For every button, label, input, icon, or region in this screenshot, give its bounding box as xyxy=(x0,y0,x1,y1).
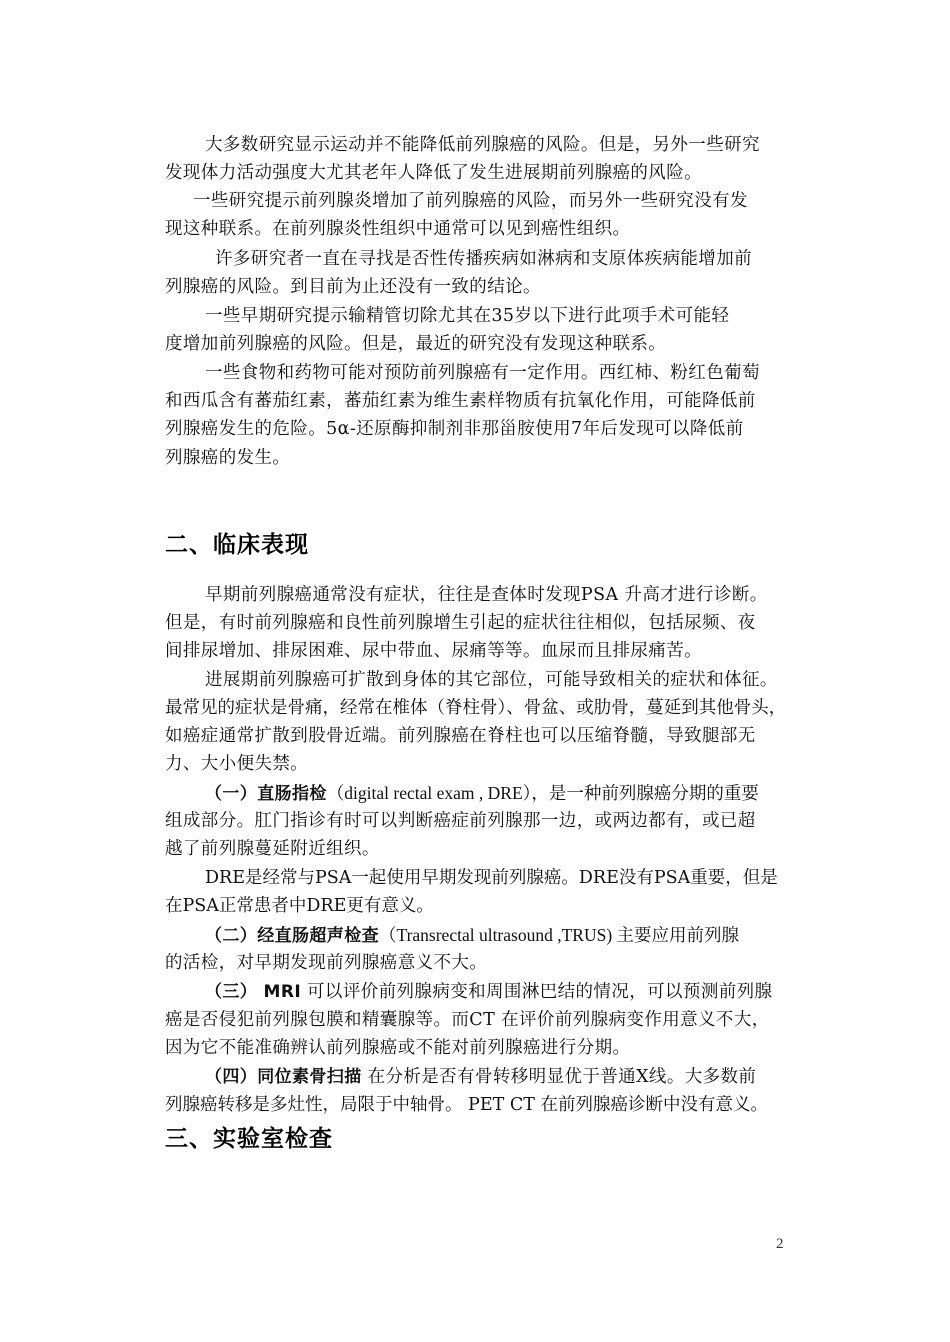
paragraph-line: 列腺癌的发生。 xyxy=(165,448,291,468)
paragraph-line: 大多数研究显示运动并不能降低前列腺癌的风险。但是，另外一些研究 xyxy=(205,135,760,155)
paragraph-line: 发现体力活动强度大尤其老年人降低了发生进展期前列腺癌的风险。 xyxy=(165,163,702,183)
paragraph-line: DRE是经常与PSA一起使用早期发现前列腺癌。DRE没有PSA重要，但是 xyxy=(205,868,778,888)
paragraph-line: 癌是否侵犯前列腺包膜和精囊腺等。而CT 在评价前列腺病变作用意义不大， xyxy=(165,1010,770,1030)
paragraph-line: 早期前列腺癌通常没有症状，往往是查体时发现PSA 升高才进行诊断。 xyxy=(205,585,768,605)
paragraph-line xyxy=(205,1066,756,1088)
subheading-trus: （二）经直肠超声检查 xyxy=(205,926,379,946)
paragraph-line: 进展期前列腺癌可扩散到身体的其它部位，可能导致相关的症状和体征。 xyxy=(205,670,778,690)
paragraph-line: 许多研究者一直在寻找是否性传播疾病如淋病和支原体疾病能增加前 xyxy=(215,249,752,269)
page-number: 2 xyxy=(776,1236,784,1252)
paragraph-line: 一些早期研究提示输精管切除尤其在35岁以下进行此项手术可能轻 xyxy=(205,306,730,326)
dre-text: （digital rectal exam , DRE），是一种前列腺癌分期的重要 xyxy=(326,783,759,803)
subheading-mri: （三） MRI xyxy=(205,982,302,1002)
paragraph-line: 一些食物和药物可能对预防前列腺癌有一定作用。西红柿、粉红色葡萄 xyxy=(205,363,760,383)
paragraph-line: 的活检，对早期发现前列腺癌意义不大。 xyxy=(165,953,488,973)
paragraph-line: 越了前列腺蔓延附近组织。 xyxy=(165,839,380,859)
trus-text: （Transrectal ultrasound ,TRUS) 主要应用前列腺 xyxy=(379,925,740,945)
paragraph-line: 在PSA正常患者中DRE更有意义。 xyxy=(165,896,434,916)
section-heading-clinical: 二、临床表现 xyxy=(165,532,309,558)
paragraph-line: 列腺癌的风险。到目前为止还没有一致的结论。 xyxy=(165,277,541,297)
paragraph-line: 组成部分。肛门指诊有时可以判断癌症前列腺那一边，或两边都有，或已超 xyxy=(165,811,756,831)
subheading-bone-scan: （四）同位素骨扫描 xyxy=(205,1067,362,1087)
paragraph-line: 如癌症通常扩散到股骨近端。前列腺癌在脊柱也可以压缩脊髓，导致腿部无 xyxy=(165,726,756,746)
paragraph-line: 度增加前列腺癌的风险。但是，最近的研究没有发现这种联系。 xyxy=(165,334,667,354)
paragraph-line: 但是，有时前列腺癌和良性前列腺增生引起的症状往往相似，包括尿频、夜 xyxy=(165,613,756,633)
paragraph-line: 间排尿增加、排尿困难、尿中带血、尿痛等等。血尿而且排尿痛苦。 xyxy=(165,641,702,661)
subheading-dre: （一）直肠指检 xyxy=(205,784,327,804)
paragraph-line: 列腺癌转移是多灶性，局限于中轴骨。 PET CT 在前列腺癌诊断中没有意义。 xyxy=(165,1095,768,1115)
paragraph-line: 最常见的症状是骨痛，经常在椎体（脊柱骨）、骨盆、或肋骨，蔓延到其他骨头， xyxy=(165,698,787,718)
paragraph-line: 因为它不能准确辨认前列腺癌或不能对前列腺癌进行分期。 xyxy=(165,1038,631,1058)
paragraph-line xyxy=(205,782,759,805)
paragraph-line: 一些研究提示前列腺炎增加了前列腺癌的风险，而另外一些研究没有发 xyxy=(193,191,748,211)
paragraph-line: 列腺癌发生的危险。5α-还原酶抑制剂非那甾胺使用7年后发现可以降低前 xyxy=(165,419,744,439)
paragraph-line: 现这种联系。在前列腺炎性组织中通常可以见到癌性组织。 xyxy=(165,219,631,239)
bone-scan-text: 在分析是否有骨转移明显优于普通X线。大多数前 xyxy=(367,1067,757,1087)
paragraph-line: 力、大小便失禁。 xyxy=(165,754,309,774)
paragraph-line: 和西瓜含有蕃茄红素，蕃茄红素为维生素样物质有抗氧化作用，可能降低前 xyxy=(165,391,756,411)
section-heading-lab: 三、实验室检查 xyxy=(165,1126,333,1152)
paragraph-line xyxy=(205,924,739,947)
mri-text: 可以评价前列腺病变和周围淋巴结的情况，可以预测前列腺 xyxy=(307,982,773,1002)
paragraph-line xyxy=(205,981,772,1003)
